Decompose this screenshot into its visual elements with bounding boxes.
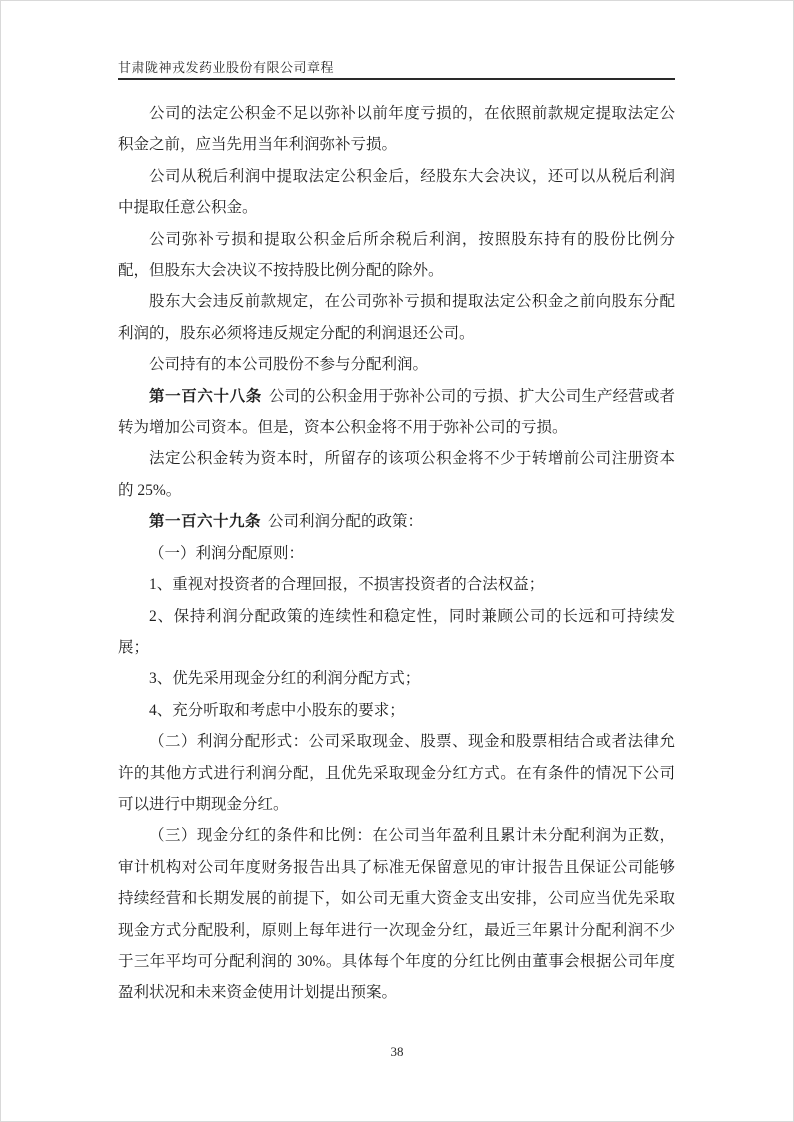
paragraph: [118, 820, 675, 1008]
paragraph-text: （一）利润分配原则：: [149, 544, 305, 562]
paragraph: [118, 161, 675, 224]
page-number: 38: [390, 1044, 404, 1059]
paragraph: [118, 695, 675, 726]
paragraph: [118, 98, 675, 161]
paragraph-text: 公司的公积金用于弥补公司的亏损、扩大公司生产经营或者转为增加公司资本。但是，资本公积金将不用于弥补公司的亏损。: [118, 387, 675, 437]
paragraph-text: 公司弥补亏损和提取公积金后所余税后利润，按照股东持有的股份比例分配，但股东大会决议不按持股比例分配的除外。: [118, 230, 675, 280]
paragraph-text: （三）现金分红的条件和比例：在公司当年盈利且累计未分配利润为正数，审计机构对公司年度财务报告出具了标准无保留意见的审计报告且保证公司能够持续经营和长期发展的前提下，如公司无重大资金支出安排，公司应当优先采取现金方式分配股利，原则上每年进行一次现金分红，最近三年累计分配利润不少于三年平均可分配利润的 30%。具体每个年度的分红比例由董事会根据公司年度盈利状况和未来资金使用计划提出预案。: [118, 827, 675, 1002]
paragraph-text: 2、保持利润分配政策的连续性和稳定性，同时兼顾公司的长远和可持续发展；: [118, 607, 675, 656]
paragraph-text: 1、重视对投资者的合理回报，不损害投资者的合法权益；: [149, 576, 545, 594]
page-footer: [1, 1044, 793, 1059]
paragraph-text: （二）利润分配形式：公司采取现金、股票、现金和股票相结合或者法律允许的其他方式进行利润分配，且优先采取现金分红方式。在有条件的情况下公司可以进行中期现金分红。: [118, 733, 675, 813]
paragraph-text: 股东大会违反前款规定，在公司弥补亏损和提取法定公积金之前向股东分配利润的，股东必须将违反规定分配的利润退还公司。: [118, 293, 675, 342]
paragraph: [118, 286, 675, 349]
paragraph-text: 公司利润分配的政策：: [268, 513, 424, 531]
paragraph-article-168: [118, 381, 675, 444]
clause-number: 第一百六十八条: [149, 387, 262, 405]
paragraph-text: 公司的法定公积金不足以弥补以前年度亏损的，在依照前款规定提取法定公积金之前，应当先用当年利润弥补亏损。: [118, 105, 675, 154]
clause-number: 第一百六十九条: [149, 513, 262, 531]
paragraph-text: 公司从税后利润中提取法定公积金后，经股东大会决议，还可以从税后利润中提取任意公积金。: [118, 167, 675, 217]
paragraph-text: 4、充分听取和考虑中小股东的要求；: [149, 701, 405, 719]
paragraph-text: 法定公积金转为资本时，所留存的该项公积金将不少于转增前公司注册资本的 25%。: [118, 450, 675, 499]
paragraph: [118, 349, 675, 380]
paragraph: [118, 663, 675, 694]
paragraph: [118, 443, 675, 506]
document-body: [118, 80, 675, 1009]
page-header: [118, 1, 675, 80]
paragraph-text: 公司持有的本公司股份不参与分配利润。: [149, 356, 429, 374]
paragraph: [118, 726, 675, 820]
paragraph: [118, 224, 675, 287]
paragraph-article-169: [118, 506, 675, 537]
paragraph: [118, 538, 675, 569]
paragraph: [118, 601, 675, 664]
paragraph: [118, 569, 675, 600]
header-title: 甘肃陇神戎发药业股份有限公司章程: [118, 60, 335, 75]
paragraph-text: 3、优先采用现金分红的利润分配方式；: [149, 670, 421, 688]
